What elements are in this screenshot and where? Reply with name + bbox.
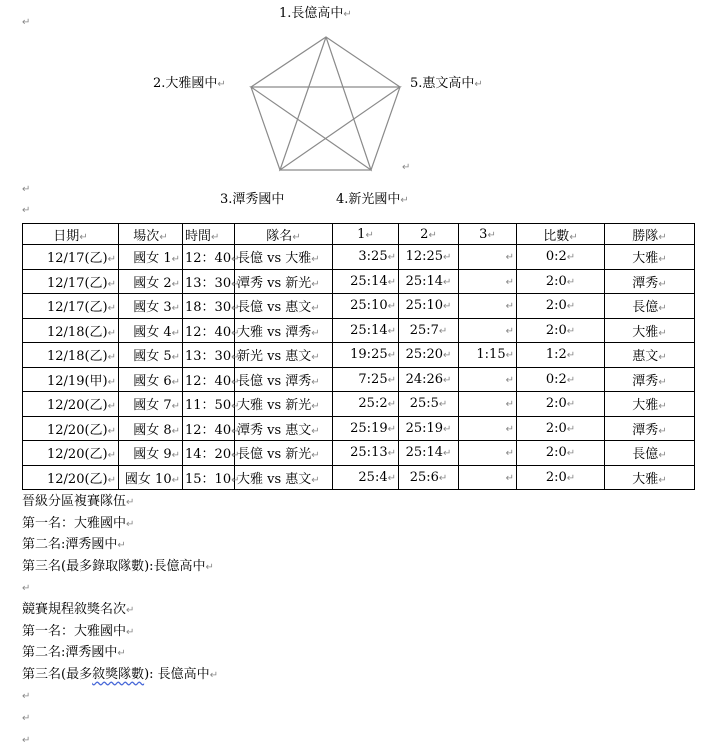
cell-set-1: 25:2↵ [333, 392, 399, 417]
cell-date: 12/17(乙)↵ [23, 294, 119, 319]
cell-teams: 長億 vs 惠文↵ [235, 294, 333, 319]
cell-date: 12/18(乙)↵ [23, 318, 119, 343]
cell-score: 2:0↵ [517, 441, 605, 466]
cell-set-1: 7:25↵ [333, 367, 399, 392]
cell-time: 14：20↵ [183, 441, 235, 466]
cell-time: 15：10↵ [183, 465, 235, 490]
award-title: 競賽規程敘獎名次↵ [22, 601, 135, 617]
cell-date: 12/18(乙)↵ [23, 343, 119, 368]
cell-set-2: 12:25↵ [399, 245, 459, 270]
cell-score: 2:0↵ [517, 392, 605, 417]
cell-set-3: ↵ [459, 294, 517, 319]
cell-score: 0:2↵ [517, 245, 605, 270]
cell-score: 2:0↵ [517, 294, 605, 319]
cell-time: 13：30↵ [183, 343, 235, 368]
paragraph-mark: ↵ [22, 205, 31, 216]
cell-teams: 長億 vs 潭秀↵ [235, 367, 333, 392]
paragraph-mark: ↵ [22, 17, 31, 28]
cell-set-3: ↵ [459, 416, 517, 441]
cell-set-3: 1:15↵ [459, 343, 517, 368]
cell-date: 12/20(乙)↵ [23, 392, 119, 417]
advance-third: 第三名(最多錄取隊數):長億高中↵ [22, 558, 214, 574]
blank-paragraph: ↵ [22, 583, 31, 595]
cell-set-1: 25:19↵ [333, 416, 399, 441]
cell-set-3: ↵ [459, 318, 517, 343]
cell-score: 0:2↵ [517, 367, 605, 392]
cell-set-1: 19:25↵ [333, 343, 399, 368]
header-score: 比數↵ [517, 224, 605, 245]
cell-time: 12：40↵ [183, 245, 235, 270]
header-time: 時間↵ [183, 224, 235, 245]
cell-set-1: 3:25↵ [333, 245, 399, 270]
header-teams: 隊名↵ [235, 224, 333, 245]
node-label-1: 1.長億高中↵ [279, 6, 352, 21]
award-first: 第一名：大雅國中↵ [22, 623, 135, 639]
header-match: 場次↵ [119, 224, 183, 245]
cell-match: 國女 8↵ [119, 416, 183, 441]
cell-winner: 潭秀↵ [605, 367, 695, 392]
cell-time: 12：40↵ [183, 416, 235, 441]
advance-section [22, 492, 218, 751]
cell-set-1: 25:10↵ [333, 294, 399, 319]
cell-set-3: ↵ [459, 367, 517, 392]
cell-set-1: 25:4↵ [333, 465, 399, 490]
cell-winner: 惠文↵ [605, 343, 695, 368]
cell-match: 國女 2↵ [119, 269, 183, 294]
table-header-row [23, 224, 695, 245]
cell-match: 國女 6↵ [119, 367, 183, 392]
cell-set-2: 25:7↵ [399, 318, 459, 343]
cell-set-2: 25:14↵ [399, 441, 459, 466]
cell-teams: 潭秀 vs 惠文↵ [235, 416, 333, 441]
cell-winner: 潭秀↵ [605, 416, 695, 441]
advance-first: 第一名：大雅國中↵ [22, 515, 135, 531]
cell-date: 12/17(乙)↵ [23, 269, 119, 294]
award-second: 第二名:潭秀國中↵ [22, 645, 126, 661]
table-row [23, 269, 695, 294]
cell-set-1: 25:14↵ [333, 318, 399, 343]
results-table [22, 223, 695, 490]
table-row [23, 318, 695, 343]
cell-date: 12/17(乙)↵ [23, 245, 119, 270]
cell-match: 國女 9↵ [119, 441, 183, 466]
cell-teams: 長億 vs 大雅↵ [235, 245, 333, 270]
header-set-3: 3↵ [459, 224, 517, 245]
node-label-3: 3.潭秀國中 [220, 192, 285, 207]
cell-date: 12/20(乙)↵ [23, 441, 119, 466]
cell-winner: 長億↵ [605, 441, 695, 466]
cell-teams: 大雅 vs 潭秀↵ [235, 318, 333, 343]
cell-score: 2:0↵ [517, 318, 605, 343]
cell-set-3: ↵ [459, 245, 517, 270]
table-row [23, 294, 695, 319]
cell-date: 12/20(乙)↵ [23, 465, 119, 490]
cell-score: 1:2↵ [517, 343, 605, 368]
pentagram-diagram [248, 34, 411, 174]
cell-winner: 大雅↵ [605, 465, 695, 490]
node-label-2: 2.大雅國中↵ [153, 76, 226, 91]
cell-match: 國女 3↵ [119, 294, 183, 319]
pentagon-outline [251, 37, 400, 170]
table-row [23, 465, 695, 490]
table-row [23, 416, 695, 441]
spellcheck-underline: 敘獎隊數 [92, 666, 145, 682]
cell-match: 國女 10↵ [119, 465, 183, 490]
advance-title: 晉級分區複賽隊伍↵ [22, 494, 135, 509]
cell-set-2: 25:6↵ [399, 465, 459, 490]
cell-teams: 長億 vs 新光↵ [235, 441, 333, 466]
cell-winner: 大雅↵ [605, 392, 695, 417]
paragraph-mark: ↵ [22, 184, 31, 195]
cell-set-2: 25:20↵ [399, 343, 459, 368]
cell-time: 13：30↵ [183, 269, 235, 294]
node-label-4: 4.新光國中↵ [336, 192, 409, 207]
header-set-1: 1↵ [333, 224, 399, 245]
cell-set-1: 25:13↵ [333, 441, 399, 466]
cell-score: 2:0↵ [517, 416, 605, 441]
cell-score: 2:0↵ [517, 465, 605, 490]
cell-set-2: 24:26↵ [399, 367, 459, 392]
blank-paragraph: ↵ [22, 691, 31, 703]
cell-time: 12：40↵ [183, 318, 235, 343]
cell-match: 國女 4↵ [119, 318, 183, 343]
cell-set-1: 25:14↵ [333, 269, 399, 294]
header-winner: 勝隊↵ [605, 224, 695, 245]
cell-winner: 潭秀↵ [605, 269, 695, 294]
cell-teams: 大雅 vs 惠文↵ [235, 465, 333, 490]
advance-second: 第二名:潭秀國中↵ [22, 537, 126, 553]
header-date: 日期↵ [23, 224, 119, 245]
cell-set-3: ↵ [459, 441, 517, 466]
cell-teams: 潭秀 vs 新光↵ [235, 269, 333, 294]
cell-set-2: 25:10↵ [399, 294, 459, 319]
cell-winner: 長億↵ [605, 294, 695, 319]
table-row [23, 392, 695, 417]
cell-set-3: ↵ [459, 269, 517, 294]
cell-set-2: 25:5↵ [399, 392, 459, 417]
award-third: 第三名(最多敘獎隊數): 長億高中↵ [22, 666, 219, 682]
cell-set-2: 25:19↵ [399, 416, 459, 441]
node-label-5: 5.惠文高中↵ [410, 76, 483, 91]
cell-time: 18：30↵ [183, 294, 235, 319]
cell-time: 12：40↵ [183, 367, 235, 392]
paragraph-mark: ↵ [402, 162, 411, 173]
cell-winner: 大雅↵ [605, 318, 695, 343]
cell-match: 國女 5↵ [119, 343, 183, 368]
blank-paragraph: ↵ [22, 712, 31, 724]
table-row [23, 367, 695, 392]
cell-match: 國女 7↵ [119, 392, 183, 417]
header-set-2: 2↵ [399, 224, 459, 245]
cell-teams: 新光 vs 惠文↵ [235, 343, 333, 368]
cell-teams: 大雅 vs 新光↵ [235, 392, 333, 417]
cell-date: 12/20(乙)↵ [23, 416, 119, 441]
cell-match: 國女 1↵ [119, 245, 183, 270]
cell-set-3: ↵ [459, 392, 517, 417]
cell-set-2: 25:14↵ [399, 269, 459, 294]
cell-date: 12/19(甲)↵ [23, 367, 119, 392]
blank-paragraph: ↵ [22, 734, 31, 746]
cell-set-3: ↵ [459, 465, 517, 490]
table-row [23, 245, 695, 270]
table-row [23, 441, 695, 466]
cell-winner: 大雅↵ [605, 245, 695, 270]
cell-score: 2:0↵ [517, 269, 605, 294]
cell-time: 11：50↵ [183, 392, 235, 417]
table-row [23, 343, 695, 368]
